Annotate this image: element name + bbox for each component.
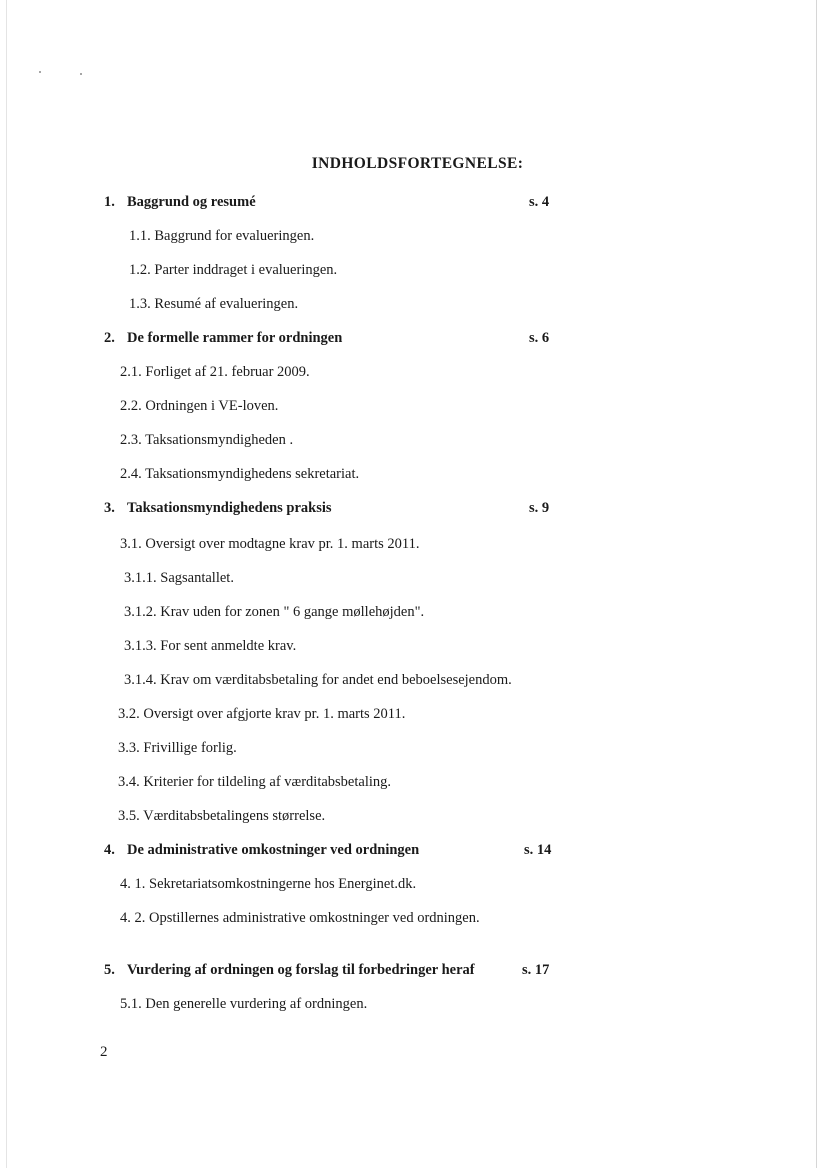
toc-entry-3-1-3: 3.1.3. For sent anmeldte krav. xyxy=(124,638,297,654)
page-number: 2 xyxy=(100,1044,108,1060)
toc-section-2 xyxy=(104,329,342,347)
toc-section-4 xyxy=(104,841,419,859)
toc-section-label: Vurdering af ordningen og forslag til forbedringer heraf xyxy=(127,962,475,978)
toc-entry-3-1-1: 3.1.1. Sagsantallet. xyxy=(124,570,234,586)
toc-entry-1-1: 1.1. Baggrund for evalueringen. xyxy=(129,228,315,244)
toc-entry-2-3: 2.3. Taksationsmyndigheden . xyxy=(120,432,294,448)
toc-entry-4-2: 4. 2. Opstillernes administrative omkostninger ved ordningen. xyxy=(120,910,480,926)
toc-page-ref: s. 6 xyxy=(529,330,550,346)
toc-page-ref: s. 17 xyxy=(522,962,550,978)
toc-section-number: 4. xyxy=(104,842,115,858)
toc-section-number: 1. xyxy=(104,194,115,210)
toc-section-label: Baggrund og resumé xyxy=(127,194,256,210)
toc-section-label: Taksationsmyndighedens praksis xyxy=(127,500,332,516)
toc-section-label: De administrative omkostninger ved ordningen xyxy=(127,842,420,858)
toc-entry-2-1: 2.1. Forliget af 21. februar 2009. xyxy=(120,364,310,380)
toc-entry-3-1-4: 3.1.4. Krav om værditabsbetaling for andet end beboelsesejendom. xyxy=(124,672,512,688)
toc-entry-2-4: 2.4. Taksationsmyndighedens sekretariat. xyxy=(120,466,360,482)
toc-section-number: 2. xyxy=(104,330,115,346)
toc-page-ref: s. 14 xyxy=(524,842,552,858)
toc-entry-3-2: 3.2. Oversigt over afgjorte krav pr. 1. marts 2011. xyxy=(118,706,406,722)
toc-section-number: 5. xyxy=(104,962,115,978)
toc-section-number: 3. xyxy=(104,500,115,516)
toc-entry-3-5: 3.5. Værditabsbetalingens størrelse. xyxy=(118,808,326,824)
toc-section-3 xyxy=(104,499,332,517)
toc-section-label: De formelle rammer for ordningen xyxy=(127,330,343,346)
toc-entry-2-2: 2.2. Ordningen i VE-loven. xyxy=(120,398,279,414)
toc-section-1 xyxy=(104,193,256,211)
toc-entry-5-1: 5.1. Den generelle vurdering af ordningen. xyxy=(120,996,368,1012)
toc-page-ref: s. 4 xyxy=(529,194,550,210)
page-title: INDHOLDSFORTEGNELSE: xyxy=(311,155,524,172)
scan-speck xyxy=(80,73,82,75)
toc-entry-1-3: 1.3. Resumé af evalueringen. xyxy=(129,296,299,312)
toc-entry-3-1-2: 3.1.2. Krav uden for zonen " 6 gange møllehøjden". xyxy=(124,604,425,620)
toc-entry-3-4: 3.4. Kriterier for tildeling af værditabsbetaling. xyxy=(118,774,392,790)
scan-speck xyxy=(39,71,41,73)
toc-entry-3-3: 3.3. Frivillige forlig. xyxy=(118,740,237,756)
toc-section-5 xyxy=(104,961,475,979)
toc-entry-1-2: 1.2. Parter inddraget i evalueringen. xyxy=(129,262,338,278)
toc-entry-4-1: 4. 1. Sekretariatsomkostningerne hos Energinet.dk. xyxy=(120,876,417,892)
scan-edge-left xyxy=(6,0,7,1168)
toc-page-ref: s. 9 xyxy=(529,500,550,516)
scan-edge-right xyxy=(816,0,817,1168)
toc-entry-3-1: 3.1. Oversigt over modtagne krav pr. 1. marts 2011. xyxy=(120,536,420,552)
